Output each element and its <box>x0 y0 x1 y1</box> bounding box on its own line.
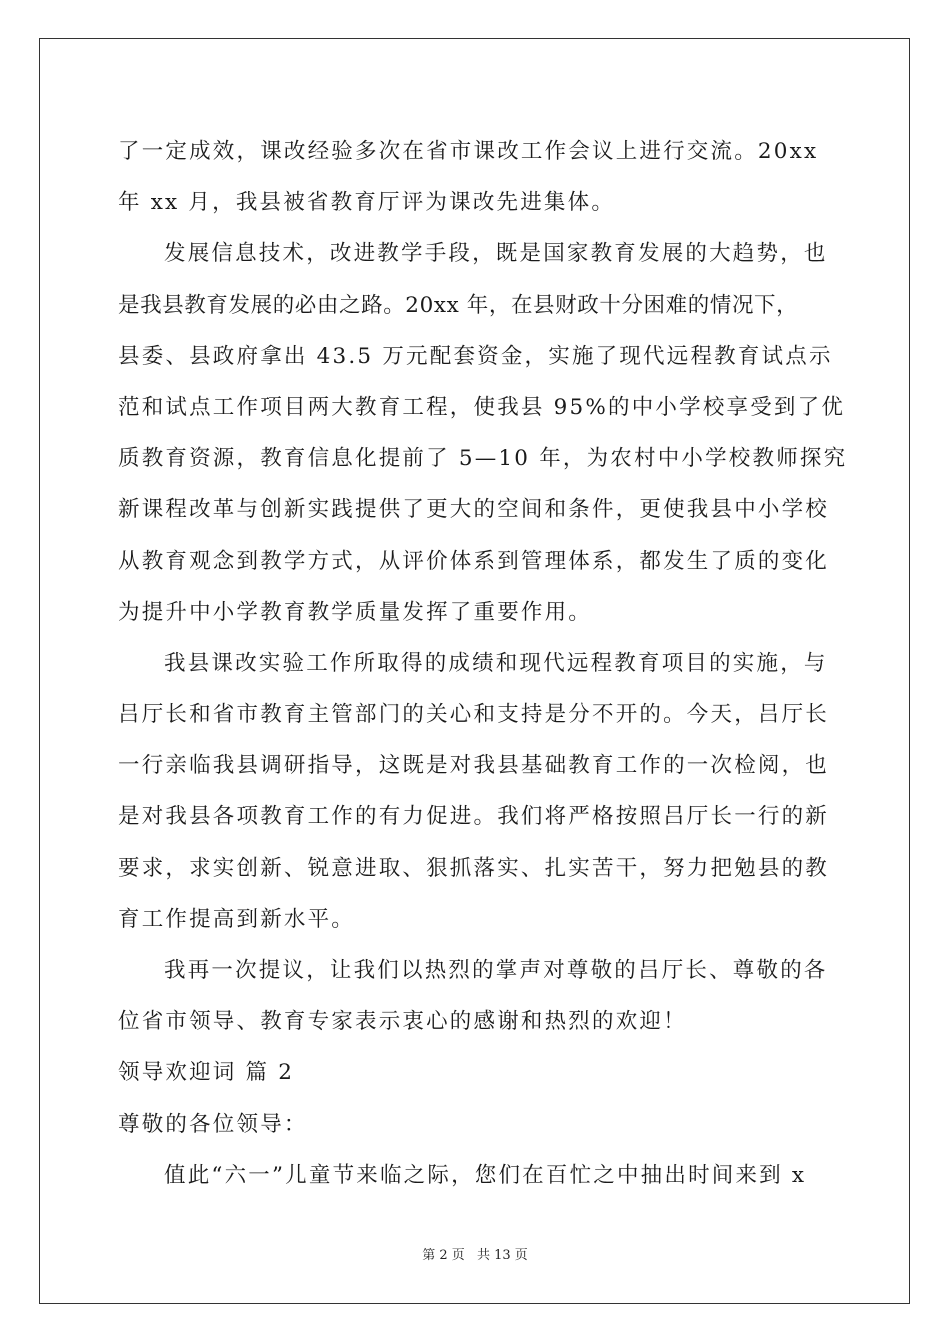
text-line: 尊敬的各位领导： <box>118 1111 308 1137</box>
text-line: 是对我县各项教育工作的有力促进。我们将严格按照吕厅长一行的新 <box>118 804 830 830</box>
text-line: 范和试点工作项目两大教育工程，使我县 95%的中小学校享受到了优 <box>118 394 846 420</box>
text-line: 从教育观念到教学方式，从评价体系到管理体系，都发生了质的变化 <box>118 548 830 574</box>
text-line: 我再一次提议，让我们以热烈的掌声对尊敬的吕厅长、尊敬的各 <box>164 958 828 983</box>
text-line: 我县课改实验工作所取得的成绩和现代远程教育项目的实施，与 <box>164 650 828 676</box>
text-line: 是我县教育发展的必由之路。20xx 年，在县财政十分困难的情况下， <box>118 292 799 318</box>
text-line: 领导欢迎词 篇 2 <box>118 1060 295 1086</box>
page-total: 共 13 页 <box>476 1248 528 1263</box>
page-footer <box>0 1244 950 1263</box>
text-line: 质教育资源，教育信息化提前了 5—10 年，为农村中小学校教师探究 <box>118 446 848 472</box>
text-line: 了一定成效，课改经验多次在省市课改工作会议上进行交流。20xx <box>118 139 819 164</box>
text-line: 县委、县政府拿出 43.5 万元配套资金，实施了现代远程教育试点示 <box>118 343 833 369</box>
text-line: 为提升中小学教育教学质量发挥了重要作用。 <box>118 599 593 625</box>
text-line: 年 xx 月，我县被省教育厅评为课改先进集体。 <box>118 190 616 216</box>
document-body <box>118 126 848 1201</box>
text-line: 育工作提高到新水平。 <box>118 906 356 932</box>
text-line: 要求，求实创新、锐意进取、狠抓落实、扎实苦干，努力把勉县的教 <box>118 855 830 881</box>
text-line: 发展信息技术，改进教学手段，既是国家教育发展的大趋势，也 <box>164 241 828 267</box>
page-number: 第 2 页 <box>422 1248 465 1263</box>
text-line: 一行亲临我县调研指导，这既是对我县基础教育工作的一次检阅，也 <box>118 753 830 779</box>
text-line: 位省市领导、教育专家表示衷心的感谢和热烈的欢迎！ <box>118 1009 687 1035</box>
text-line: 值此“六一”儿童节来临之际，您们在百忙之中抽出时间来到 x <box>164 1162 807 1188</box>
text-line: 新课程改革与创新实践提供了更大的空间和条件，更使我县中小学校 <box>118 497 830 523</box>
text-line: 吕厅长和省市教育主管部门的关心和支持是分不开的。今天，吕厅长 <box>118 702 830 728</box>
